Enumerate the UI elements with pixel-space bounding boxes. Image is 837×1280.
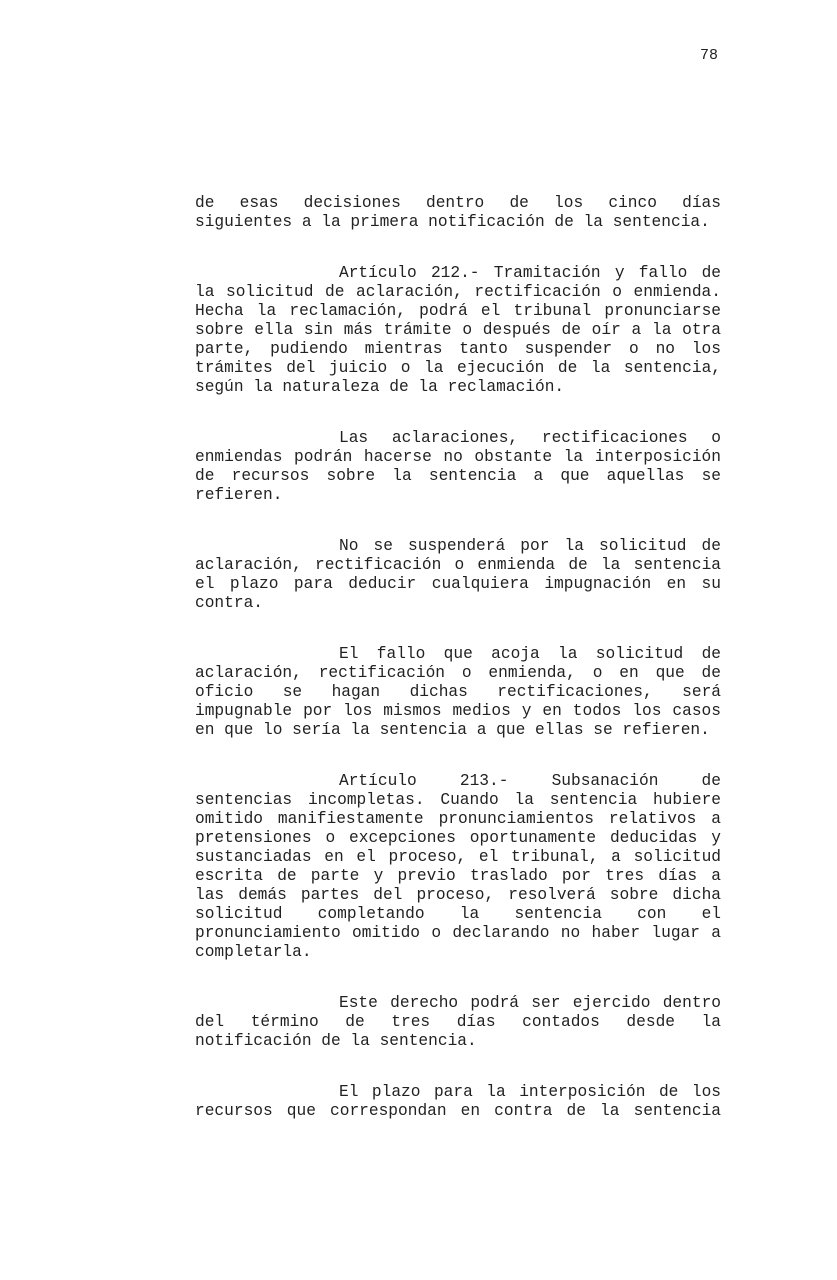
text-line: Este derecho podrá ser ejercido dentro bbox=[339, 994, 721, 1012]
text-line: sustanciadas en el proceso, el tribunal, a solicitud bbox=[195, 848, 721, 866]
text-line: Artículo 212.- Tramitación y fallo de bbox=[339, 264, 721, 282]
text-line: las demás partes del proceso, resolverá sobre dicha bbox=[195, 886, 721, 904]
paragraph bbox=[195, 645, 721, 740]
text-line: Las aclaraciones, rectificaciones o bbox=[339, 429, 721, 447]
text-line: escrita de parte y previo traslado por tres días a bbox=[195, 867, 721, 885]
document-body bbox=[195, 194, 721, 1153]
paragraph bbox=[195, 994, 721, 1051]
text-line: impugnable por los mismos medios y en todos los casos bbox=[195, 702, 721, 720]
text-line: del término de tres días contados desde la bbox=[195, 1013, 721, 1031]
paragraph bbox=[195, 264, 721, 397]
text-line: Hecha la reclamación, podrá el tribunal pronunciarse bbox=[195, 302, 721, 320]
text-line: el plazo para deducir cualquiera impugnación en su bbox=[195, 575, 721, 593]
paragraph bbox=[195, 194, 721, 232]
text-line: aclaración, rectificación o enmienda de la sentencia bbox=[195, 556, 721, 574]
text-line: Artículo 213.- Subsanación de bbox=[339, 772, 721, 790]
text-line: pronunciamiento omitido o declarando no haber lugar a bbox=[195, 924, 721, 942]
text-line: en que lo sería la sentencia a que ellas se refieren. bbox=[195, 721, 710, 739]
text-line: siguientes a la primera notificación de la sentencia. bbox=[195, 213, 710, 231]
text-line: enmiendas podrán hacerse no obstante la interposición bbox=[195, 448, 721, 466]
text-line: No se suspenderá por la solicitud de bbox=[339, 537, 721, 555]
text-line: solicitud completando la sentencia con el bbox=[195, 905, 721, 923]
text-line: pretensiones o excepciones oportunamente deducidas y bbox=[195, 829, 721, 847]
paragraph bbox=[195, 772, 721, 962]
text-line: contra. bbox=[195, 594, 263, 612]
text-line: recursos que correspondan en contra de la sentencia bbox=[195, 1102, 721, 1120]
text-line: omitido manifiestamente pronunciamientos relativos a bbox=[195, 810, 721, 828]
text-line: parte, pudiendo mientras tanto suspender o no los bbox=[195, 340, 721, 358]
text-line: refieren. bbox=[195, 486, 283, 504]
text-line: aclaración, rectificación o enmienda, o en que de bbox=[195, 664, 721, 682]
text-line: de esas decisiones dentro de los cinco días bbox=[195, 194, 721, 212]
paragraph bbox=[195, 537, 721, 613]
text-line: trámites del juicio o la ejecución de la sentencia, bbox=[195, 359, 721, 377]
text-line: la solicitud de aclaración, rectificación o enmienda. bbox=[195, 283, 721, 301]
paragraph bbox=[195, 429, 721, 505]
text-line: sentencias incompletas. Cuando la sentencia hubiere bbox=[195, 791, 721, 809]
text-line: El plazo para la interposición de los bbox=[339, 1083, 721, 1101]
text-line: El fallo que acoja la solicitud de bbox=[339, 645, 721, 663]
text-line: según la naturaleza de la reclamación. bbox=[195, 378, 565, 396]
text-line: notificación de la sentencia. bbox=[195, 1032, 477, 1050]
text-line: oficio se hagan dichas rectificaciones, será bbox=[195, 683, 721, 701]
text-line: sobre ella sin más trámite o después de oír a la otra bbox=[195, 321, 721, 339]
text-line: completarla. bbox=[195, 943, 312, 961]
page-number: 78 bbox=[700, 47, 719, 64]
paragraph bbox=[195, 1083, 721, 1121]
text-line: de recursos sobre la sentencia a que aquellas se bbox=[195, 467, 721, 485]
